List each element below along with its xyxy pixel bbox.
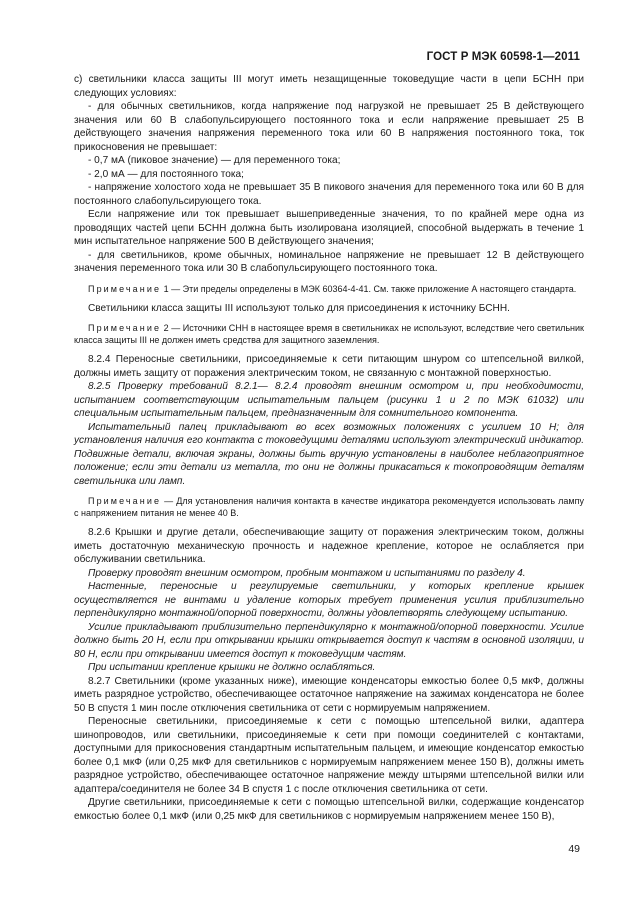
clause-8-2-5: 8.2.5 Проверку требований 8.2.1— 8.2.4 проводят внешним осмотром и, при необходимости, испытанием соответствующим испытательным пальцем (рисунки 1 и 2 по МЭК 61032) или специальным испытательным пальцем, предназначенным для сомнительного компонента. (74, 381, 584, 419)
note-label: Примечание (88, 283, 162, 294)
document-header: ГОСТ Р МЭК 60598-1—2011 (426, 51, 580, 63)
note-label: Примечание (88, 496, 162, 506)
paragraph: При испытании крепление крышки не должно ослабляться. (88, 662, 376, 673)
clause-8-2-6: 8.2.6 Крышки и другие детали, обеспечивающие защиту от поражения электрическим током, должны иметь достаточную механическую прочность и надежное крепление, которое не ослабляется при обслуживании светильника. (74, 527, 584, 565)
paragraph: - напряжение холостого хода не превышает 35 В пикового значения для переменного тока или 60 В для постоянного слабопульсирующего тока. (74, 182, 584, 207)
paragraph: - для обычных светильников, когда напряжение под нагрузкой не превышает 25 В действующего значения или 60 В слабопульсирующего постоянного тока и если напряжение превышает 25 В действующего значения напряжения переменного тока или 60 В напряжения постоянного тока, ток прикосновения не превышает: (74, 101, 584, 153)
note-text: — Эти пределы определены в МЭК 60364-4-41. См. также приложение А настоящего стандарта. (168, 283, 577, 294)
paragraph: Настенные, переносные и регулируемые светильники, у которых крепление крышек осуществляется не винтами и удаление которых требует применения усилия приблизительно перпендикулярно монтажной/опорной поверхности, должны удовлетворять следующему испытанию. (74, 581, 584, 619)
paragraph: Светильники класса защиты III используют только для присоединения к источнику БСНН. (88, 302, 510, 314)
note-text: — Источники СНН в настоящее время в светильниках не используют, вследствие чего светильник класса защиты III не должен иметь средства для защитного заземления. (74, 323, 584, 345)
paragraph: - 0,7 мА (пиковое значение) — для переменного тока; (88, 155, 341, 166)
paragraph: Усилие прикладывают приблизительно перпендикулярно к монтажной/опорной поверхности. Усилие должно быть 20 Н, если при открывании крышки открывается доступ к частям в основной изоляции, и 80 Н, если при открывании имеется доступ к токоведущим частям. (74, 621, 584, 660)
note-2 (74, 322, 584, 346)
paragraph: Испытательный палец прикладывают во всех возможных положениях с усилием 10 Н; для установления наличия его контакта с токоведущими деталями используют электрический индикатор. Подвижные детали, включая экраны, должны быть вручную установлены в наиболее неблагоприятное положение; если эти детали из металла, то они не должны прикасаться к токопроводящим деталям светильника или ламп. (74, 421, 584, 487)
page-number: 49 (568, 843, 580, 855)
note-number: 1 (163, 283, 169, 294)
clause-8-2-4: 8.2.4 Переносные светильники, присоединяемые к сети питающим шнуром со штепсельной вилкой, должны иметь защиту от поражения электрическим током, не связанную с монтажной поверхностью. (74, 354, 584, 379)
note-3 (74, 495, 584, 519)
paragraph: с) светильники класса защиты III могут иметь незащищенные токоведущие части в цепи БСНН при следующих условиях: (74, 74, 584, 99)
paragraph: Переносные светильники, присоединяемые к сети с помощью штепсельной вилки, адаптера шинопроводов, или светильники, присоединяемые к сети при помощи соединителей с контактами, доступными для прикосновения стандартным испытательным пальцем, и имеющие конденсатор емкостью более 0,1 мкФ (или 0,25 мкФ для светильников с нормируемым напряжением менее 150 В), должны иметь разрядное устройство, обеспечивающее остаточное напряжение между штырями штепсельной вилки или адаптера/соединителя не более 34 В спустя 1 с после отключения светильника от сети. (74, 716, 584, 795)
paragraph: - для светильников, кроме обычных, номинальное напряжение не превышает 12 В действующего значения переменного тока или 30 В слабопульсирующего постоянного тока. (74, 249, 584, 274)
paragraph: Если напряжение или ток превышает вышеприведенные значения, то по крайней мере одна из проводящих частей цепи БСНН должна быть изолирована изоляцией, способной выдержать в течение 1 мин испытательное напряжение 500 В действующего значения; (74, 209, 584, 247)
paragraph: - 2,0 мА — для постоянного тока; (88, 168, 244, 180)
paragraph: Проверку проводят внешним осмотром, пробным монтажом и испытаниями по разделу 4. (88, 567, 526, 579)
note-number: 2 (163, 323, 169, 333)
note-label: Примечание (88, 323, 162, 333)
paragraph: Другие светильники, присоединяемые к сети с помощью штепсельной вилки, содержащие конденсатор емкостью более 0,1 мкФ (или 0,25 мкФ для светильников с нормируемым напряжением менее 150 В), (74, 797, 584, 822)
note-text: — Для установления наличия контакта в качестве индикатора рекомендуется использовать лампу с напряжением питания не менее 40 В. (74, 496, 584, 518)
note-1 (74, 283, 584, 295)
clause-8-2-7: 8.2.7 Светильники (кроме указанных ниже), имеющие конденсаторы емкостью более 0,5 мкФ, должны иметь разрядное устройство, обеспечивающее остаточное напряжение на зажимах конденсатора не более 50 В спустя 1 мин после отключения светильника от сети с нормируемым напряжением. (74, 675, 584, 714)
document-body (74, 73, 584, 823)
